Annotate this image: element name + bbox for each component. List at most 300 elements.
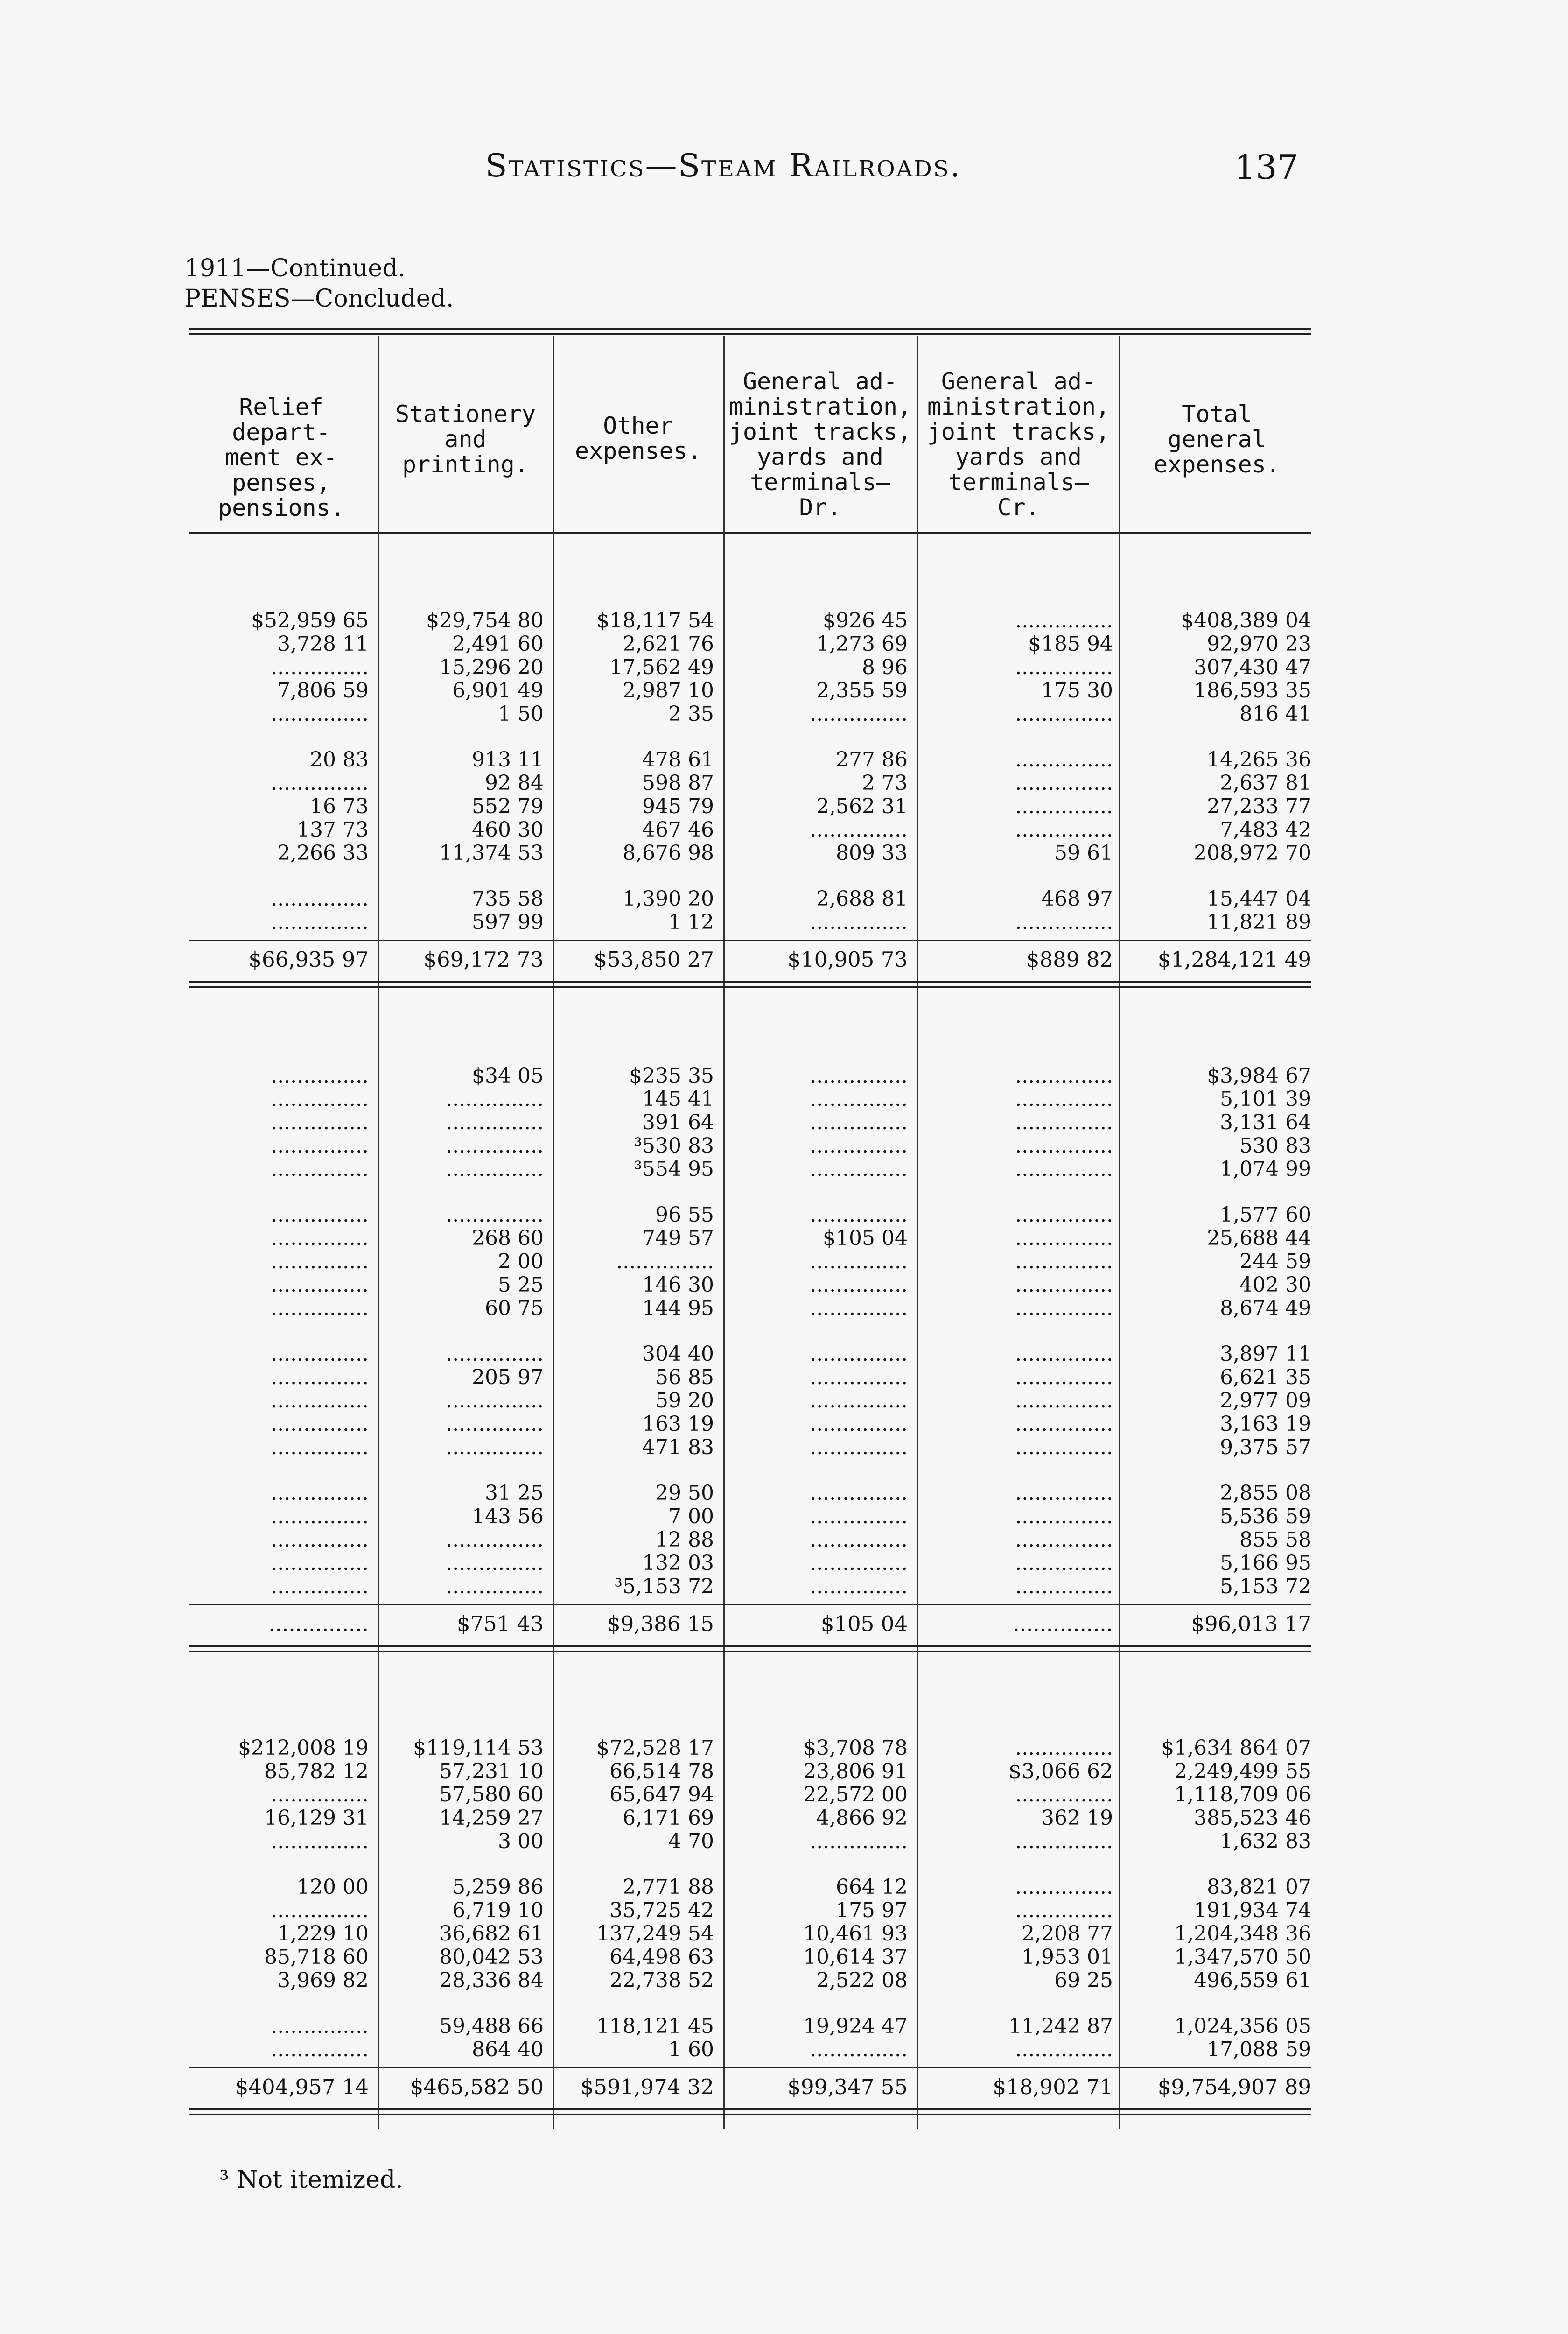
table-cell: ............... — [271, 1203, 369, 1227]
table-cell: ............... — [1015, 1158, 1113, 1181]
table-row — [189, 1946, 1311, 1969]
table-cell: ............... — [1015, 1899, 1113, 1922]
table-cell: 92 84 — [485, 772, 544, 795]
table-row — [189, 772, 1311, 795]
table-cell: 4,866 92 — [816, 1807, 908, 1830]
section-double-rule — [189, 981, 1311, 983]
table-cell: $3,984 67 — [1207, 1064, 1311, 1088]
table-cell: ............... — [1015, 911, 1113, 934]
table-cell: ............... — [810, 1830, 908, 1853]
table-cell: ............... — [1015, 703, 1113, 726]
table-cell: ............... — [446, 1343, 544, 1366]
table-cell: ............... — [271, 1436, 369, 1459]
table-cell: 66,514 78 — [609, 1760, 714, 1783]
table-cell: ............... — [1015, 795, 1113, 818]
table-cell: ............... — [810, 1273, 908, 1297]
table-cell: 28,336 84 — [439, 1969, 544, 1992]
table-cell: 478 61 — [642, 748, 714, 772]
table-cell: $185 94 — [1028, 633, 1113, 656]
table-cell: ............... — [810, 703, 908, 726]
table-cell: 1,074 99 — [1220, 1158, 1311, 1181]
table-cell: ............... — [271, 1250, 369, 1273]
table-row — [189, 818, 1311, 842]
table-cell: $1,634 864 07 — [1161, 1736, 1311, 1760]
table-cell: ............... — [1015, 1111, 1113, 1134]
table-cell: 2,208 77 — [1022, 1922, 1113, 1946]
table-cell: $212,008 19 — [238, 1736, 369, 1760]
column-header-gen-admin-dr: General ad- ministration, joint tracks, yards and terminals— Dr. — [728, 368, 912, 521]
table-cell: ............... — [271, 1297, 369, 1320]
table-cell: 96 55 — [655, 1203, 714, 1227]
table-cell: ............... — [1015, 1250, 1113, 1273]
table-cell: ............... — [1015, 748, 1113, 772]
total-rule — [189, 2067, 1311, 2068]
table-cell: ............... — [446, 1111, 544, 1134]
table-cell: 5,101 39 — [1220, 1088, 1311, 1111]
table-cell: 3,163 19 — [1220, 1413, 1311, 1436]
table-row — [189, 1413, 1311, 1436]
table-cell: 22,572 00 — [803, 1783, 908, 1807]
column-header-relief: Relief depart- ment ex- penses, pensions. — [218, 394, 344, 521]
table-cell: ............... — [1015, 1389, 1113, 1413]
table-cell: ............... — [271, 1111, 369, 1134]
table-cell: 175 30 — [1041, 679, 1113, 703]
table-cell: ............... — [810, 1482, 908, 1505]
table-cell: ............... — [810, 1203, 908, 1227]
table-cell: $105 04 — [823, 1227, 908, 1250]
table-cell: 59 61 — [1054, 842, 1113, 865]
table-cell: 57,580 60 — [439, 1783, 544, 1807]
table-cell: ............... — [271, 1158, 369, 1181]
table-row — [189, 1575, 1311, 1598]
table-cell: ............... — [810, 818, 908, 842]
table-cell: 7,483 42 — [1220, 818, 1311, 842]
table-cell: ............... — [268, 1612, 369, 1636]
table-cell: 2,266 33 — [277, 842, 369, 865]
table-row — [189, 1969, 1311, 1992]
table-cell: 5 25 — [498, 1273, 544, 1297]
table-cell: 1,632 83 — [1220, 1830, 1311, 1853]
table-row — [189, 609, 1311, 633]
table-cell: ............... — [810, 1528, 908, 1552]
table-cell: 144 95 — [642, 1297, 714, 1320]
table-cell: $34 05 — [472, 1064, 544, 1088]
table-cell: ............... — [1015, 1203, 1113, 1227]
total-row — [189, 1612, 1311, 1636]
table-cell: 6,621 35 — [1220, 1366, 1311, 1389]
table-cell: ............... — [1015, 1528, 1113, 1552]
table-row — [189, 1250, 1311, 1273]
table-cell: 64,498 63 — [609, 1946, 714, 1969]
table-row — [189, 656, 1311, 679]
table-cell: $29,754 80 — [426, 609, 544, 633]
table-row — [189, 1158, 1311, 1181]
table-row — [189, 1297, 1311, 1320]
table-cell: 17,562 49 — [609, 656, 714, 679]
table-cell: 2,637 81 — [1220, 772, 1311, 795]
table-cell: 132 03 — [642, 1552, 714, 1575]
table-row — [189, 1227, 1311, 1250]
table-cell: 2,771 88 — [623, 1876, 714, 1899]
table-cell: ............... — [1015, 1482, 1113, 1505]
table-cell: 307,430 47 — [1194, 656, 1311, 679]
table-cell: 11,242 87 — [1008, 2015, 1113, 2038]
table-cell: 8 96 — [862, 656, 908, 679]
table-cell: 1 50 — [498, 703, 544, 726]
table-cell: 664 12 — [836, 1876, 908, 1899]
table-cell: 2,522 08 — [816, 1969, 908, 1992]
table-row — [189, 1389, 1311, 1413]
table-cell: ............... — [810, 1575, 908, 1598]
table-cell: ............... — [1015, 1227, 1113, 1250]
table-cell: ............... — [271, 911, 369, 934]
column-header-other: Other expenses. — [575, 412, 701, 464]
table-row — [189, 1899, 1311, 1922]
table-cell: ............... — [271, 656, 369, 679]
table-cell: 816 41 — [1239, 703, 1311, 726]
table-cell: 57,231 10 — [439, 1760, 544, 1783]
table-cell: 92,970 23 — [1207, 633, 1311, 656]
table-cell: ............... — [271, 1482, 369, 1505]
table-cell: 59,488 66 — [439, 2015, 544, 2038]
table-cell: 2,987 10 — [623, 679, 714, 703]
table-cell: ............... — [446, 1389, 544, 1413]
total-row — [189, 948, 1311, 971]
table-cell: 11,374 53 — [439, 842, 544, 865]
section-double-rule — [189, 1645, 1311, 1647]
table-cell: 2,249,499 55 — [1174, 1760, 1311, 1783]
table-cell: ............... — [810, 1389, 908, 1413]
table-cell: ............... — [271, 1273, 369, 1297]
footnote: ³ Not itemized. — [219, 2166, 403, 2194]
table-cell: ............... — [1015, 1273, 1113, 1297]
table-cell: 14,265 36 — [1207, 748, 1311, 772]
table-cell: ............... — [1015, 1088, 1113, 1111]
table-cell: 402 30 — [1239, 1273, 1311, 1297]
table-cell: ............... — [271, 1088, 369, 1111]
table-cell: 8,676 98 — [623, 842, 714, 865]
table-cell: 145 41 — [642, 1088, 714, 1111]
table-cell: ............... — [810, 1088, 908, 1111]
table-cell: $53,850 27 — [594, 948, 714, 971]
table-cell: ............... — [1015, 1413, 1113, 1436]
table-cell: 1,347,570 50 — [1174, 1946, 1311, 1969]
table-cell: 22,738 52 — [609, 1969, 714, 1992]
table-cell: 471 83 — [642, 1436, 714, 1459]
table-cell: ............... — [1015, 1876, 1113, 1899]
table-cell: ............... — [271, 1064, 369, 1088]
table-cell: $18,902 71 — [993, 2075, 1113, 2099]
table-row — [189, 1830, 1311, 1853]
table-cell: ............... — [271, 1227, 369, 1250]
table-cell: ............... — [446, 1528, 544, 1552]
table-cell: 16,129 31 — [264, 1807, 369, 1830]
table-cell: ............... — [446, 1158, 544, 1181]
column-header-total: Total general expenses. — [1154, 401, 1280, 478]
table-cell: 1,229 10 — [277, 1922, 369, 1946]
table-cell: ............... — [810, 1436, 908, 1459]
table-cell: ............... — [446, 1203, 544, 1227]
table-cell: $408,389 04 — [1181, 609, 1311, 633]
table-cell: ............... — [810, 1158, 908, 1181]
table-cell: 65,647 94 — [609, 1783, 714, 1807]
table-cell: 186,593 35 — [1194, 679, 1311, 703]
table-cell: 205 97 — [472, 1366, 544, 1389]
table-cell: 3,897 11 — [1220, 1343, 1311, 1366]
table-cell: ............... — [810, 1064, 908, 1088]
table-cell: 25,688 44 — [1207, 1227, 1311, 1250]
table-cell: 1,204,348 36 — [1174, 1922, 1311, 1946]
table-cell: 864 40 — [472, 2038, 544, 2061]
table-cell: $235 35 — [629, 1064, 714, 1088]
table-row — [189, 1807, 1311, 1830]
table-row — [189, 1482, 1311, 1505]
table-cell: 31 25 — [485, 1482, 544, 1505]
table-cell: ............... — [271, 1552, 369, 1575]
table-row — [189, 1760, 1311, 1783]
table-cell: ............... — [446, 1413, 544, 1436]
table-cell: ³5,153 72 — [614, 1575, 714, 1598]
table-cell: $52,959 65 — [251, 609, 369, 633]
table-cell: 15,296 20 — [439, 656, 544, 679]
table-cell: 460 30 — [472, 818, 544, 842]
running-head: Statistics—Steam Railroads. — [485, 148, 962, 184]
table-cell: $119,114 53 — [413, 1736, 544, 1760]
table-row — [189, 911, 1311, 934]
table-cell: 35,725 42 — [609, 1899, 714, 1922]
table-cell: ............... — [271, 1134, 369, 1158]
table-cell: $9,386 15 — [607, 1612, 714, 1636]
table-cell: 5,536 59 — [1220, 1505, 1311, 1528]
table-row — [189, 887, 1311, 911]
table-cell: ............... — [810, 911, 908, 934]
table-row — [189, 1273, 1311, 1297]
table-cell: 2,977 09 — [1220, 1389, 1311, 1413]
table-cell: 5,153 72 — [1220, 1575, 1311, 1598]
table-cell: ............... — [810, 1111, 908, 1134]
page-number: 137 — [1234, 148, 1299, 187]
table-row — [189, 1088, 1311, 1111]
section-double-rule — [189, 2114, 1311, 2115]
table-cell: 5,166 95 — [1220, 1552, 1311, 1575]
table-row — [189, 1343, 1311, 1366]
table-cell: ............... — [446, 1575, 544, 1598]
table-cell: $591,974 32 — [580, 2075, 714, 2099]
section-double-rule — [189, 986, 1311, 988]
table-row — [189, 1736, 1311, 1760]
table-cell: 69 25 — [1054, 1969, 1113, 1992]
table-cell: ............... — [1015, 656, 1113, 679]
table-cell: 27,233 77 — [1207, 795, 1311, 818]
table-cell: 36,682 61 — [439, 1922, 544, 1946]
table-cell: ............... — [271, 703, 369, 726]
table-cell: $96,013 17 — [1191, 1612, 1311, 1636]
table-cell: 8,674 49 — [1220, 1297, 1311, 1320]
table-cell: 2 00 — [498, 1250, 544, 1273]
table-cell: 385,523 46 — [1194, 1807, 1311, 1830]
table-cell: ............... — [271, 1528, 369, 1552]
table-cell: 855 58 — [1239, 1528, 1311, 1552]
table-cell: 83,821 07 — [1207, 1876, 1311, 1899]
table-row — [189, 1783, 1311, 1807]
table-cell: 809 33 — [836, 842, 908, 865]
table-cell: ............... — [1015, 1736, 1113, 1760]
table-cell: 530 83 — [1239, 1134, 1311, 1158]
table-cell: 3,131 64 — [1220, 1111, 1311, 1134]
section-double-rule — [189, 2108, 1311, 2110]
table-cell: $751 43 — [456, 1612, 544, 1636]
table-cell: ............... — [810, 1413, 908, 1436]
table-cell: ............... — [810, 1505, 908, 1528]
table-cell: 29 50 — [655, 1482, 714, 1505]
table-cell: 137,249 54 — [596, 1922, 714, 1946]
table-cell: 14,259 27 — [439, 1807, 544, 1830]
concluded-line: PENSES—Concluded. — [184, 285, 454, 313]
table-cell: 2 35 — [668, 703, 714, 726]
table-cell: ............... — [271, 1413, 369, 1436]
total-row — [189, 2075, 1311, 2099]
table-cell: ............... — [810, 1250, 908, 1273]
table-cell: 467 46 — [642, 818, 714, 842]
table-cell: 7 00 — [668, 1505, 714, 1528]
table-cell: ............... — [1015, 2038, 1113, 2061]
table-cell: ............... — [1015, 1783, 1113, 1807]
table-cell: ............... — [616, 1250, 714, 1273]
table-cell: 23,806 91 — [803, 1760, 908, 1783]
table-cell: 1,024,356 05 — [1174, 2015, 1311, 2038]
table-cell: 16 73 — [310, 795, 369, 818]
table-cell: ............... — [271, 1366, 369, 1389]
table-cell: 304 40 — [642, 1343, 714, 1366]
table-row — [189, 1134, 1311, 1158]
table-cell: 597 99 — [472, 911, 544, 934]
table-cell: 2,688 81 — [816, 887, 908, 911]
table-cell: $404,957 14 — [235, 2075, 369, 2099]
table-cell: 11,821 89 — [1207, 911, 1311, 934]
table-cell: ............... — [810, 2038, 908, 2061]
table-row — [189, 1876, 1311, 1899]
column-header-stationery: Stationery and printing. — [395, 401, 536, 478]
table-cell: ............... — [1015, 1064, 1113, 1088]
table-cell: 12 88 — [655, 1528, 714, 1552]
table-cell: 1,118,709 06 — [1174, 1783, 1311, 1807]
table-cell: ............... — [810, 1297, 908, 1320]
table-cell: 2,855 08 — [1220, 1482, 1311, 1505]
table-row — [189, 1064, 1311, 1088]
table-cell: $1,284,121 49 — [1157, 948, 1311, 971]
table-cell: $926 45 — [823, 609, 908, 633]
table-cell: 10,614 37 — [803, 1946, 908, 1969]
table-cell: 1,390 20 — [623, 887, 714, 911]
table-cell: 15,447 04 — [1207, 887, 1311, 911]
table-cell: ............... — [446, 1134, 544, 1158]
table-cell: ............... — [271, 1830, 369, 1853]
table-row — [189, 748, 1311, 772]
total-rule — [189, 1604, 1311, 1605]
table-cell: 85,718 60 — [264, 1946, 369, 1969]
table-cell: 10,461 93 — [803, 1922, 908, 1946]
table-cell: 496,559 61 — [1194, 1969, 1311, 1992]
table-cell: 468 97 — [1041, 887, 1113, 911]
table-cell: ............... — [1015, 772, 1113, 795]
table-cell: ............... — [1015, 1436, 1113, 1459]
table-cell: 2 73 — [862, 772, 908, 795]
table-cell: ............... — [1015, 1505, 1113, 1528]
table-cell: 85,782 12 — [264, 1760, 369, 1783]
table-row — [189, 1505, 1311, 1528]
table-cell: 1,577 60 — [1220, 1203, 1311, 1227]
table-cell: 1,273 69 — [816, 633, 908, 656]
table-cell: 3,969 82 — [277, 1969, 369, 1992]
table-row — [189, 842, 1311, 865]
header-rule-top — [189, 328, 1311, 330]
table-cell: ............... — [1015, 1343, 1113, 1366]
table-cell: ............... — [446, 1436, 544, 1459]
table-cell: 208,972 70 — [1194, 842, 1311, 865]
table-cell: 146 30 — [642, 1273, 714, 1297]
table-cell: ............... — [1015, 1575, 1113, 1598]
table-cell: 80,042 53 — [439, 1946, 544, 1969]
table-cell: 60 75 — [485, 1297, 544, 1320]
table-row — [189, 703, 1311, 726]
table-cell: ............... — [271, 1575, 369, 1598]
table-cell: $9,754,907 89 — [1157, 2075, 1311, 2099]
table-cell: ............... — [1015, 609, 1113, 633]
table-cell: ............... — [1015, 1134, 1113, 1158]
continued-line: 1911—Continued. — [184, 254, 406, 282]
table-row — [189, 1111, 1311, 1134]
table-cell: 6,171 69 — [623, 1807, 714, 1830]
table-cell: 5,259 86 — [452, 1876, 544, 1899]
table-cell: ............... — [271, 772, 369, 795]
table-cell: 143 56 — [472, 1505, 544, 1528]
table-cell: ............... — [271, 887, 369, 911]
table-cell: 1,953 01 — [1022, 1946, 1113, 1969]
table-cell: $3,708 78 — [803, 1736, 908, 1760]
table-cell: ............... — [810, 1366, 908, 1389]
column-header-gen-admin-cr: General ad- ministration, joint tracks, yards and terminals— Cr. — [927, 368, 1110, 521]
table-cell: 4 70 — [668, 1830, 714, 1853]
table-cell: ............... — [1015, 818, 1113, 842]
table-cell: 552 79 — [472, 795, 544, 818]
table-cell: ............... — [446, 1088, 544, 1111]
table-row — [189, 1436, 1311, 1459]
table-cell: $889 82 — [1026, 948, 1113, 971]
table-cell: $66,935 97 — [248, 948, 369, 971]
table-cell: ............... — [271, 1389, 369, 1413]
table-cell: 2,562 31 — [816, 795, 908, 818]
table-cell: 735 58 — [472, 887, 544, 911]
table-cell: ............... — [1015, 1297, 1113, 1320]
table-cell: ³554 95 — [634, 1158, 714, 1181]
table-cell: 1 60 — [668, 2038, 714, 2061]
table-row — [189, 2038, 1311, 2061]
table-cell: 362 19 — [1041, 1807, 1113, 1830]
table-cell: 268 60 — [472, 1227, 544, 1250]
table-cell: ³530 83 — [634, 1134, 714, 1158]
table-row — [189, 1366, 1311, 1389]
table-cell: 56 85 — [655, 1366, 714, 1389]
table-cell: 59 20 — [655, 1389, 714, 1413]
table-cell: 749 57 — [642, 1227, 714, 1250]
table-row — [189, 679, 1311, 703]
table-cell: ............... — [810, 1343, 908, 1366]
table-cell: 598 87 — [642, 772, 714, 795]
table-cell: 2,355 59 — [816, 679, 908, 703]
table-cell: 9,375 57 — [1220, 1436, 1311, 1459]
header-rule-top-2 — [189, 333, 1311, 335]
table-cell: 20 83 — [310, 748, 369, 772]
